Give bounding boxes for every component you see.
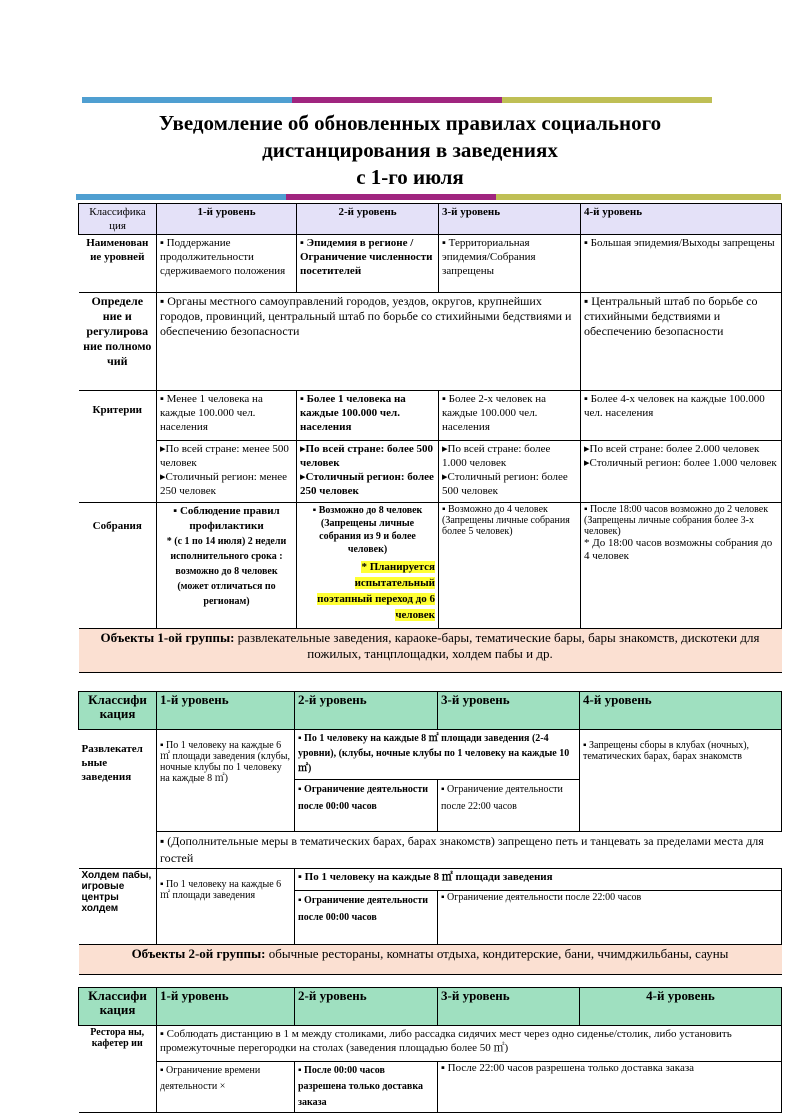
restaurant-label: Рестора ны, кафетер ии <box>79 1026 157 1113</box>
group2-header-l4: 4-й уровень <box>580 988 782 1026</box>
group2-header-classification: Классифи кация <box>79 988 157 1026</box>
criteria-l4: ▪ Более 4-х человек на каждые 100.000 чел. населения <box>581 391 782 441</box>
restaurant-all: ▪ Соблюдать дистанцию в 1 м между столиками, либо рассадка сидячих мест через одно сиденье/столик, либо установить промежуточные перегородки на столах (заведения площадью более 50 ㎡) <box>157 1026 782 1062</box>
document-title: Уведомление об обновленных правилах социального дистанцирования в заведениях с 1-го июля <box>158 111 662 189</box>
group1-header-l3: 3-й уровень <box>438 692 580 730</box>
group2-header-l2: 2-й уровень <box>295 988 438 1026</box>
header-level-3: 3-й уровень <box>439 204 581 235</box>
gatherings-l4: ▪ После 18:00 часов возможно до 2 человек (Запрещены личные собрания более 3-х человек) * До 18:00 часов возможны собрания до 4 человек <box>581 503 782 629</box>
holdem-l2-limit: ▪ Ограничение деятельности после 00:00 часов <box>295 891 438 945</box>
restaurant-row-1 <box>79 1026 782 1062</box>
highlighted-note: * Планируется испытательный поэтапный переход до 6 человек <box>317 561 435 621</box>
entertainment-l23: ▪ По 1 человеку на каждые 8 ㎡ площади заведения (2-4 уровни), (клубы, ночные клубы по 1 человеку на каждые 10 ㎡) <box>295 730 580 780</box>
gatherings-l3: ▪ Возможно до 4 человек (Запрещены личные собрания более 5 человек) <box>439 503 581 629</box>
criteria-row-2 <box>79 441 782 503</box>
group2-header-row <box>79 988 782 1026</box>
restaurant-l34: ▪ После 22:00 часов разрешена только доставка заказа <box>438 1062 782 1113</box>
top-blue-bar <box>82 97 292 103</box>
criteria-count-l4: ▸По всей стране: более 2.000 человек ▸Столичный регион: более 1.000 человек <box>581 441 782 503</box>
group1-row <box>79 629 782 673</box>
holdem-l1: ▪ По 1 человеку на каждые 6 ㎡ площади заведения <box>157 869 295 945</box>
group1-header-l1: 1-й уровень <box>157 692 295 730</box>
group1-header-l2: 2-й уровень <box>295 692 438 730</box>
group2-description: Объекты 2-ой группы: обычные рестораны, комнаты отдыха, кондитерские, бани, ччимджильбаны, сауны <box>79 945 782 975</box>
group2-row <box>79 945 782 975</box>
entertainment-l1: ▪ По 1 человеку на каждые 6 ㎡ площади заведения (клубы, ночные клубы по 1 человеку на каждые 8 ㎡) <box>157 730 295 832</box>
criteria-l2: ▪ Более 1 человека на каждые 100.000 чел. населения <box>297 391 439 441</box>
names-l3: ▪ Территориальная эпидемия/Собрания запрещены <box>439 235 581 293</box>
criteria-count-l3: ▸По всей стране: более 1.000 человек ▸Столичный регион: более 500 человек <box>439 441 581 503</box>
gatherings-l2: ▪ Возможно до 8 человек (Запрещены личные собрания из 9 и более человек) * Планируется испытательный поэтапный переход до 6 человек <box>297 503 439 629</box>
levels-header-row <box>79 204 782 235</box>
header-classification: Классифика ция <box>79 204 157 235</box>
entertainment-extra: ▪ (Дополнительные меры в тематических барах, барах знакомств) запрещено петь и танцевать за пределами места для гостей <box>157 832 782 869</box>
group2-table <box>78 987 782 1113</box>
group1-description: Объекты 1-ой группы: развлекательные заведения, караоке-бары, тематические бары, бары знакомств, дискотеки для пожилых, танцплощадки, холдем пабы и др. <box>79 629 782 673</box>
entertainment-row-3 <box>79 832 782 869</box>
group1-header-l4: 4-й уровень <box>580 692 782 730</box>
entertainment-row-1 <box>79 730 782 780</box>
criteria-count-l1: ▸По всей стране: менее 500 человек ▸Столичный регион: менее 250 человек <box>157 441 297 503</box>
group1-header-classification: Классифи кация <box>79 692 157 730</box>
holdem-l34-limit: ▪ Ограничение деятельности после 22:00 часов <box>438 891 782 945</box>
restaurant-row-2 <box>79 1062 782 1113</box>
criteria-count-l2: ▸По всей стране: более 500 человек ▸Столичный регион: более 250 человек <box>297 441 439 503</box>
authority-label: Определе ние и регулирова ние полномо чий <box>79 293 157 391</box>
entertainment-l3-limit: ▪ Ограничение деятельности после 22:00 часов <box>438 780 580 832</box>
mid-purple-bar <box>286 194 496 200</box>
group1-header-row <box>79 692 782 730</box>
header-level-1: 1-й уровень <box>157 204 297 235</box>
names-l4: ▪ Большая эпидемия/Выходы запрещены <box>581 235 782 293</box>
header-level-2: 2-й уровень <box>297 204 439 235</box>
criteria-l1: ▪ Менее 1 человека на каждые 100.000 чел. населения <box>157 391 297 441</box>
gatherings-label: Собрания <box>79 503 157 629</box>
restaurant-l1: ▪ Ограничение времени деятельности × <box>157 1062 295 1113</box>
names-l2: ▪ Эпидемия в регионе /Ограничение численности посетителей <box>297 235 439 293</box>
gatherings-row <box>79 503 782 629</box>
mid-olive-bar <box>496 194 781 200</box>
names-l1: ▪ Поддержание продолжительности сдерживаемого положения <box>157 235 297 293</box>
restaurant-l2: ▪ После 00:00 часов разрешена только доставка заказа <box>295 1062 438 1113</box>
holdem-row-1 <box>79 869 782 891</box>
criteria-label: Критерии <box>79 391 157 503</box>
authority-l4: ▪ Центральный штаб по борьбе со стихийными бедствиями и обеспечению безопасности <box>581 293 782 391</box>
criteria-row-1 <box>79 391 782 441</box>
names-row <box>79 235 782 293</box>
levels-table <box>78 203 782 673</box>
holdem-l234: ▪ По 1 человеку на каждые 8 ㎡ площади заведения <box>295 869 782 891</box>
holdem-label: Холдем пабы, игровые центры холдем <box>79 869 157 945</box>
gatherings-l1: ▪ Соблюдение правил профилактики * (с 1 по 14 июля) 2 недели исполнительного срока : возможно до 8 человек (может отличаться по регионам) <box>157 503 297 629</box>
group1-table <box>78 691 782 975</box>
header-level-4: 4-й уровень <box>581 204 782 235</box>
top-purple-bar <box>292 97 502 103</box>
entertainment-l4: ▪ Запрещены сборы в клубах (ночных), тематических барах, барах знакомств <box>580 730 782 832</box>
authority-l123: ▪ Органы местного самоуправлений городов, уездов, округов, крупнейших городов, провинций, центральный штаб по борьбе со стихийными бедствиями и обеспечению безопасности <box>157 293 581 391</box>
criteria-l3: ▪ Более 2-х человек на каждые 100.000 чел. населения <box>439 391 581 441</box>
entertainment-l2-limit: ▪ Ограничение деятельности после 00:00 часов <box>295 780 438 832</box>
names-label: Наименован ие уровней <box>79 235 157 293</box>
top-olive-bar <box>502 97 712 103</box>
mid-blue-bar <box>76 194 286 200</box>
group2-header-l3: 3-й уровень <box>438 988 580 1026</box>
group2-header-l1: 1-й уровень <box>157 988 295 1026</box>
authority-row <box>79 293 782 391</box>
entertainment-label: Развлекател ьные заведения <box>79 730 157 869</box>
